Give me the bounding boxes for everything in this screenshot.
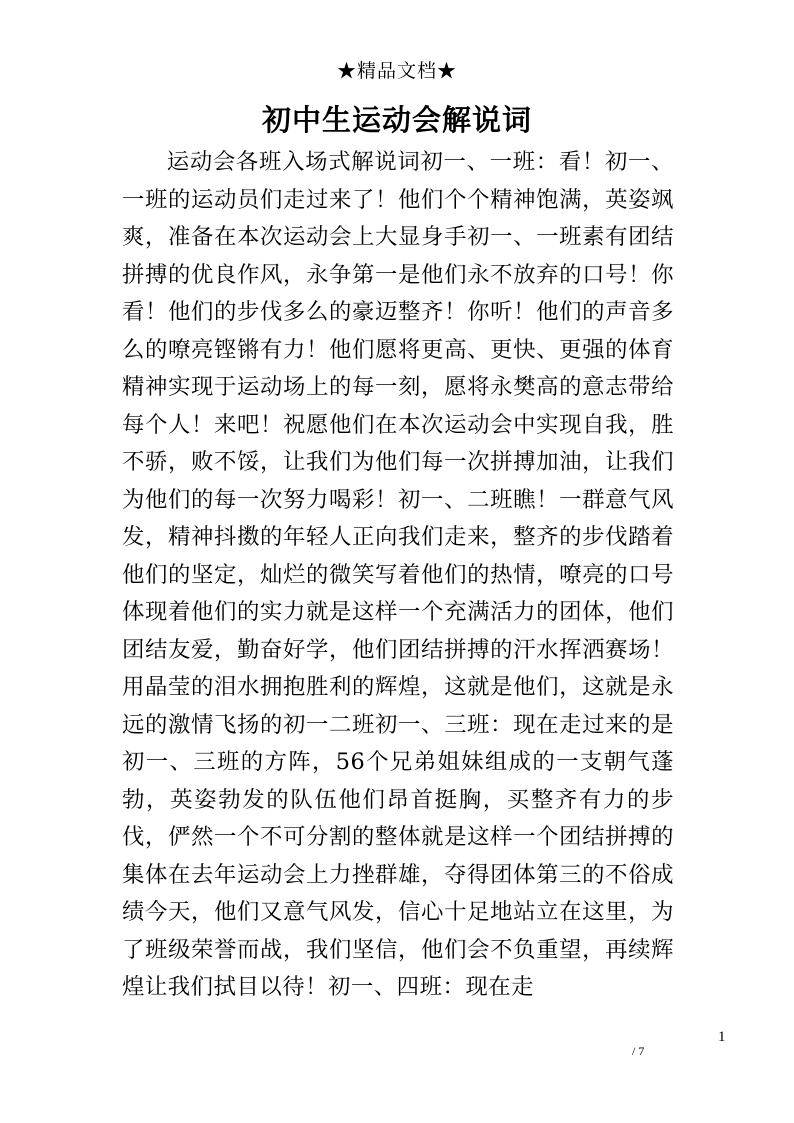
document-header: ★精品文档★ — [336, 60, 457, 82]
document-title: 初中生运动会解说词 — [261, 103, 532, 137]
page-number: 1 — [718, 1029, 726, 1045]
page-count: / 7 — [632, 1044, 645, 1058]
document-body: 运动会各班入场式解说词初一、一班：看！初一、一班的运动员们走过来了！他们个个精神饱满，英姿飒爽，准备在本次运动会上大显身手初一、一班素有团结拼搏的优良作风，永争第一是他们永不放弃的口号！你看！他们的步伐多么的豪迈整齐！你听！他们的声音多么的嘹亮铿锵有力！他们愿将更高、更快、更强的体育精神实现于运动场上的每一刻，愿将永樊高的意志带给每个人！来吧！祝愿他们在本次运动会中实现自我，胜不骄，败不馁，让我们为他们每一次拼搏加油，让我们为他们的每一次努力喝彩！初一、二班瞧！一群意气风发，精神抖擞的年轻人正向我们走来，整齐的步伐踏着他们的坚定，灿烂的微笑写着他们的热情，嘹亮的口号体现着他们的实力就是这样一个充满活力的团体，他们团结友爱，勤奋好学，他们团结拼搏的汗水挥洒赛场！用晶莹的泪水拥抱胜利的辉煌，这就是他们，这就是永远的激情飞扬的初一二班初一、三班：现在走过来的是初一、三班的方阵，56个兄弟姐妹组成的一支朝气蓬勃，英姿勃发的队伍他们昂首挺胸，买整齐有力的步伐，俨然一个不可分割的整体就是这样一个团结拼搏的集体在去年运动会上力挫群雄，夺得团体第三的不俗成绩今天，他们又意气风发，信心十足地站立在这里，为了班级荣誉而战，我们坚信，他们会不负重望，再续辉煌让我们拭目以待！初一、四班：现在走 — [122, 149, 674, 1000]
